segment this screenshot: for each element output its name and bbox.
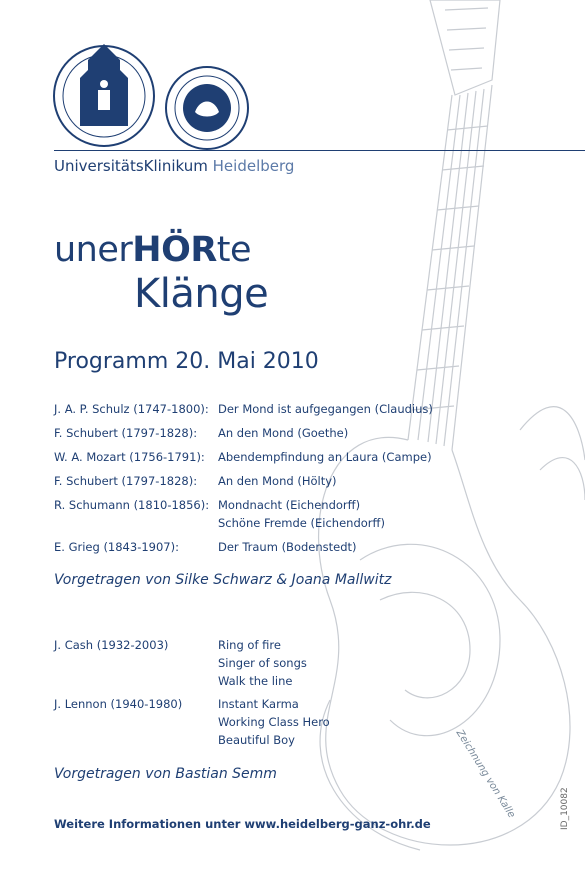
institution-part1: UniversitätsKlinikum	[54, 157, 208, 175]
title-line2: Klänge	[134, 271, 269, 317]
work-8a: Instant Karma	[218, 697, 299, 711]
work-8c: Beautiful Boy	[218, 733, 295, 747]
university-seal-left	[54, 44, 154, 146]
work-1: Der Mond ist aufgegangen (Claudius)	[218, 402, 433, 416]
institution-name	[54, 157, 294, 175]
work-7b: Singer of songs	[218, 656, 307, 670]
composer-4: F. Schubert (1797-1828):	[54, 474, 198, 488]
drawing-credit: Zeichnung von Kalle	[453, 728, 517, 821]
performers-1: Vorgetragen von Silke Schwarz & Joana Mallwitz	[54, 572, 392, 588]
composer-2: F. Schubert (1797-1828):	[54, 426, 198, 440]
program-heading: Programm 20. Mai 2010	[54, 349, 319, 374]
title-post: te	[216, 230, 252, 270]
composer-6: E. Grieg (1843-1907):	[54, 540, 179, 554]
university-seals	[0, 0, 260, 150]
work-3: Abendempfindung an Laura (Campe)	[218, 450, 432, 464]
work-8b: Working Class Hero	[218, 715, 330, 729]
institution-part2: Heidelberg	[212, 157, 295, 175]
university-seal-right	[166, 67, 248, 149]
work-2: An den Mond (Goethe)	[218, 426, 349, 440]
work-7c: Walk the line	[218, 674, 293, 688]
more-info-link[interactable]: Weitere Informationen unter www.heidelberg-ganz-ohr.de	[54, 817, 431, 831]
title-bold: HÖR	[132, 230, 217, 270]
work-6: Der Traum (Bodenstedt)	[218, 540, 357, 554]
composer-7: J. Cash (1932-2003)	[54, 638, 169, 652]
composer-5: R. Schumann (1810-1856):	[54, 498, 210, 512]
title-line1	[54, 230, 251, 270]
composer-8: J. Lennon (1940-1980)	[54, 697, 183, 711]
work-4: An den Mond (Hölty)	[218, 474, 337, 488]
work-5b: Schöne Fremde (Eichendorff)	[218, 516, 385, 530]
document-id: ID_10082	[560, 787, 570, 830]
composer-3: W. A. Mozart (1756-1791):	[54, 450, 205, 464]
header-rule	[54, 150, 585, 151]
composer-1: J. A. P. Schulz (1747-1800):	[54, 402, 209, 416]
performers-2: Vorgetragen von Bastian Semm	[54, 766, 277, 782]
work-5a: Mondnacht (Eichendorff)	[218, 498, 361, 512]
work-7a: Ring of fire	[218, 638, 281, 652]
title-pre: uner	[54, 230, 133, 270]
